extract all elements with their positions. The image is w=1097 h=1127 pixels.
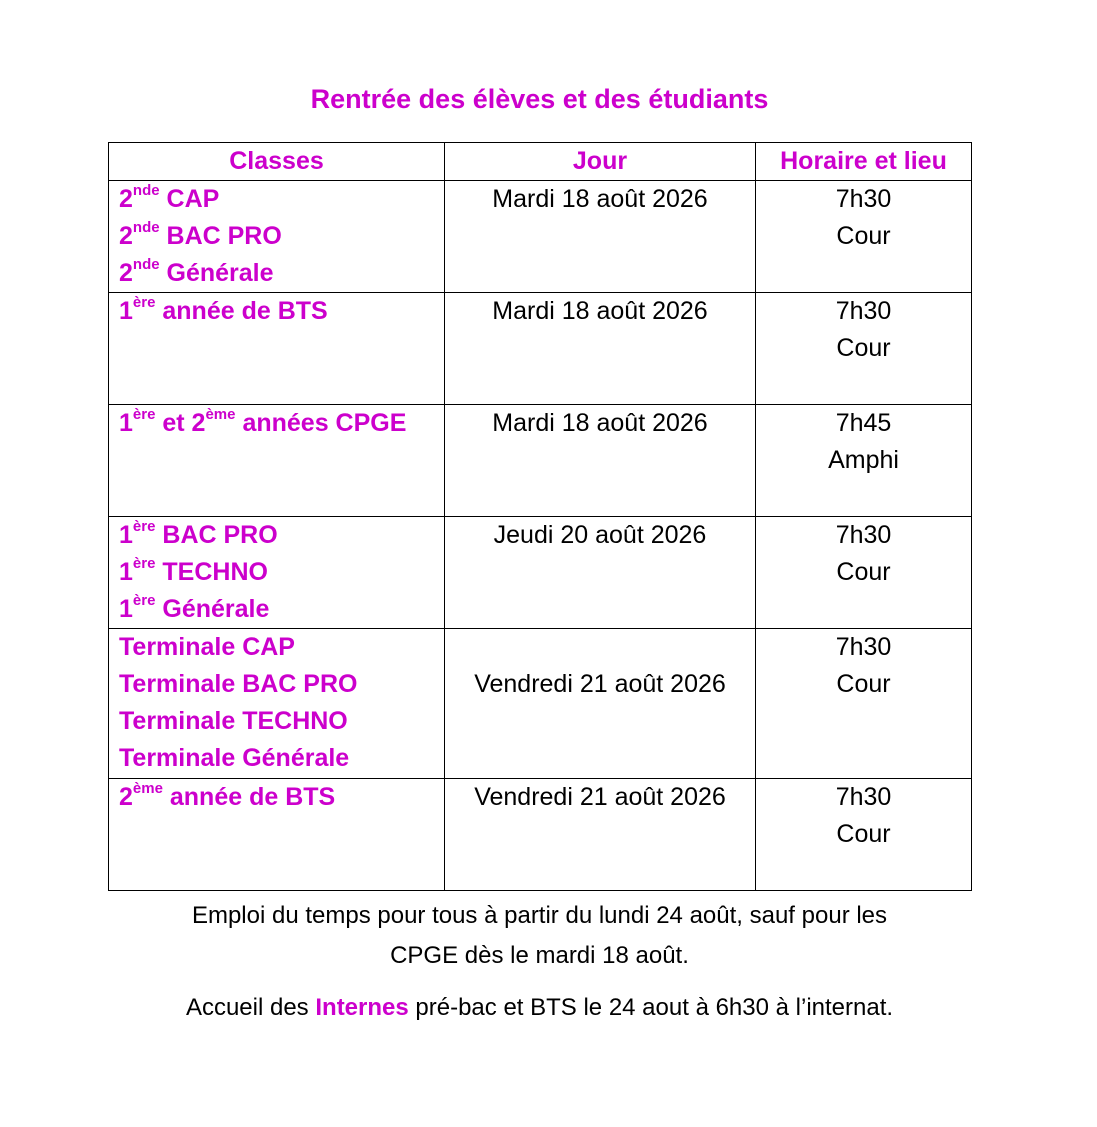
page-title: Rentrée des élèves et des étudiants	[310, 84, 769, 114]
schedule-note	[0, 896, 1079, 976]
boarding-text-after: pré-bac et BTS le 24 aout à 6h30 à l’internat.	[408, 994, 894, 1021]
table-header-row	[109, 143, 972, 181]
class-label: Terminale BAC PRO	[119, 670, 358, 698]
schedule-table	[108, 142, 972, 891]
cell-horaire	[756, 181, 972, 293]
boarding-text-before: Accueil des	[185, 994, 316, 1021]
table-row	[109, 517, 972, 629]
class-label: 1ère et 2ème années CPGE	[119, 405, 407, 437]
cell-horaire	[756, 629, 972, 779]
heure: 7h45	[835, 409, 892, 437]
class-label: 1ère Générale	[119, 591, 270, 623]
class-label: 1ère TECHNO	[119, 554, 268, 586]
table-row	[109, 405, 972, 517]
heure: 7h30	[835, 783, 892, 811]
cell-jour: Jeudi 20 août 2026	[445, 517, 756, 629]
cell-classes	[109, 293, 445, 405]
cell-horaire	[756, 405, 972, 517]
lieu: Cour	[836, 558, 891, 586]
table-row	[109, 779, 972, 891]
class-label: Terminale Générale	[119, 744, 350, 772]
lieu: Cour	[836, 670, 891, 698]
cell-horaire	[756, 779, 972, 891]
class-label: 1ère année de BTS	[119, 293, 328, 325]
lieu: Amphi	[828, 446, 899, 474]
table-row	[109, 629, 972, 779]
class-label: 2nde Générale	[119, 255, 274, 287]
cell-classes	[109, 517, 445, 629]
cell-horaire	[756, 517, 972, 629]
table-row	[109, 181, 972, 293]
jour-label: Vendredi 21 août 2026	[474, 670, 726, 698]
lieu: Cour	[836, 222, 891, 250]
table-row	[109, 293, 972, 405]
note-line-2: CPGE dès le mardi 18 août.	[390, 942, 689, 969]
lieu: Cour	[836, 334, 891, 362]
heure: 7h30	[835, 633, 892, 661]
class-label: 2nde CAP	[119, 181, 220, 213]
cell-jour	[445, 629, 756, 779]
class-label: Terminale TECHNO	[119, 707, 348, 735]
cell-classes	[109, 405, 445, 517]
header-horaire: Horaire et lieu	[756, 143, 972, 181]
cell-jour: Mardi 18 août 2026	[445, 293, 756, 405]
cell-classes	[109, 779, 445, 891]
cell-horaire	[756, 293, 972, 405]
heure: 7h30	[835, 521, 892, 549]
lieu: Cour	[836, 820, 891, 848]
class-label: 1ère BAC PRO	[119, 517, 278, 549]
class-label: 2nde BAC PRO	[119, 218, 282, 250]
note-line-1: Emploi du temps pour tous à partir du lundi 24 août, sauf pour les	[191, 902, 888, 929]
header-classes: Classes	[109, 143, 445, 181]
heure: 7h30	[835, 297, 892, 325]
heure: 7h30	[835, 185, 892, 213]
cell-classes	[109, 181, 445, 293]
boarding-note	[0, 990, 1079, 1026]
class-label: 2ème année de BTS	[119, 779, 336, 811]
cell-jour: Vendredi 21 août 2026	[445, 779, 756, 891]
cell-jour: Mardi 18 août 2026	[445, 181, 756, 293]
cell-classes	[109, 629, 445, 779]
cell-jour: Mardi 18 août 2026	[445, 405, 756, 517]
header-jour: Jour	[445, 143, 756, 181]
boarding-highlight: Internes	[315, 994, 409, 1021]
class-label: Terminale CAP	[119, 633, 295, 661]
